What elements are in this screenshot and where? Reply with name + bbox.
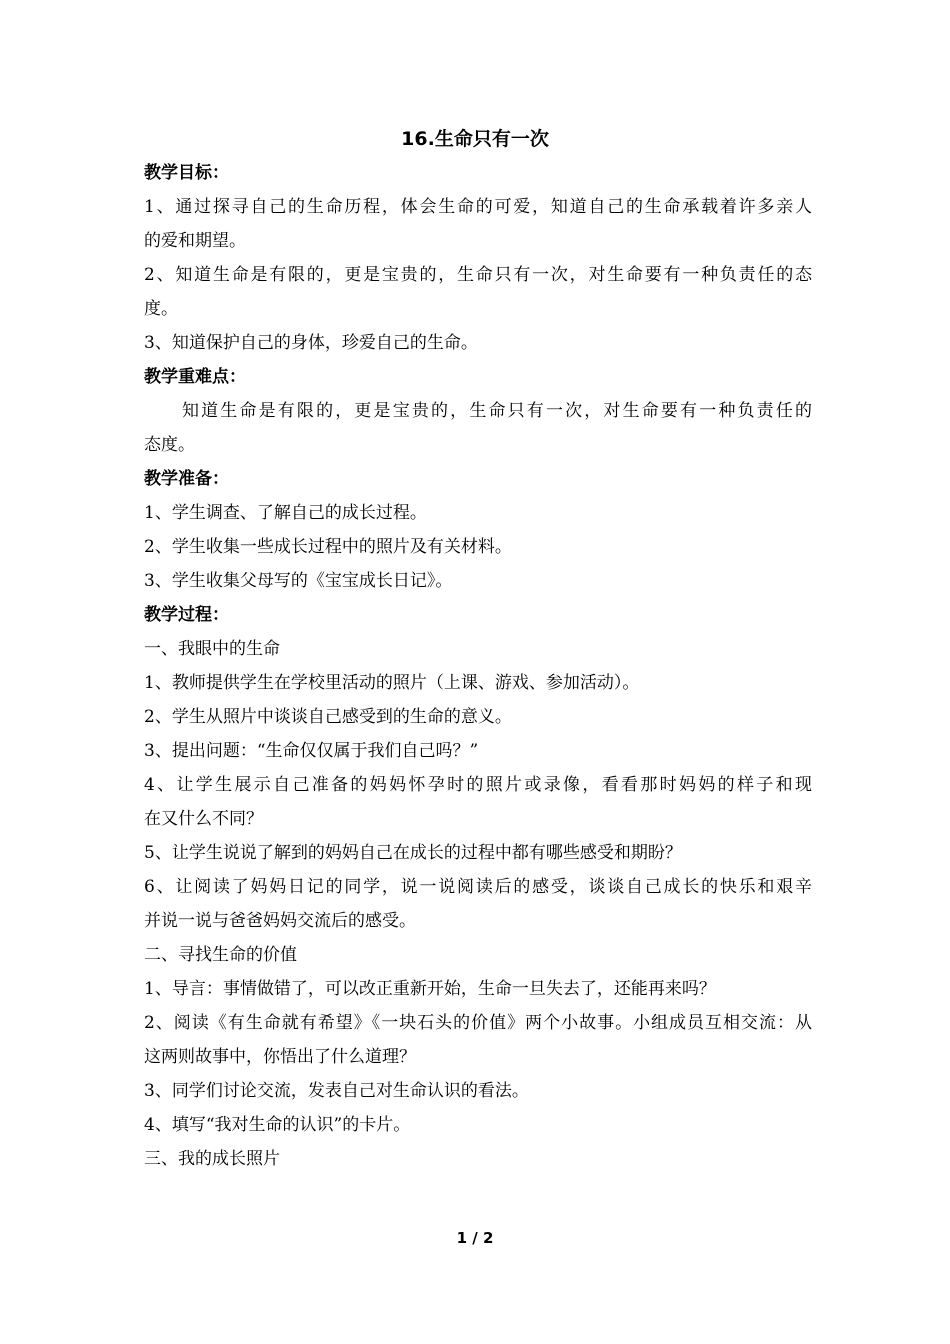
goals-line: 2、知道生命是有限的，更是宝贵的，生命只有一次，对生命要有一种负责任的态 — [144, 265, 812, 285]
process-heading: 教学过程： — [144, 605, 229, 625]
goals-line: 1、通过探寻自己的生命历程，体会生命的可爱，知道自己的生命承载着许多亲人 — [144, 197, 812, 217]
keypoints-line: 态度。 — [144, 435, 195, 455]
prep-line: 2、学生收集一些成长过程中的照片及有关材料。 — [144, 537, 512, 557]
part1-line: 并说一说与爸爸妈妈交流后的感受。 — [144, 911, 416, 931]
part2-line: 这两则故事中，你悟出了什么道理？ — [144, 1047, 416, 1067]
part1-line: 5、让学生说说了解到的妈妈自己在成长的过程中都有哪些感受和期盼？ — [144, 843, 682, 863]
part2-line: 2、阅读《有生命就有希望》《一块石头的价值》两个小故事。小组成员互相交流：从 — [144, 1013, 812, 1033]
goals-line: 3、知道保护自己的身体，珍爱自己的生命。 — [144, 333, 478, 353]
part1-line: 6、让阅读了妈妈日记的同学，说一说阅读后的感受，谈谈自己成长的快乐和艰辛 — [144, 877, 812, 897]
part2-title: 二、寻找生命的价值 — [144, 945, 297, 965]
part1-title: 一、我眼中的生命 — [144, 639, 280, 659]
part3-title: 三、我的成长照片 — [144, 1149, 280, 1169]
keypoints-heading: 教学重难点： — [144, 367, 246, 387]
document-title: 16.生命只有一次 — [401, 128, 549, 150]
part1-line: 4、让学生展示自己准备的妈妈怀孕时的照片或录像，看看那时妈妈的样子和现 — [144, 775, 812, 795]
part2-line: 3、同学们讨论交流，发表自己对生命认识的看法。 — [144, 1081, 529, 1101]
goals-heading: 教学目标： — [144, 163, 229, 183]
document-body — [144, 156, 812, 1176]
part2-line: 4、填写“我对生命的认识”的卡片。 — [144, 1115, 411, 1135]
part1-line: 在又什么不同？ — [144, 809, 263, 829]
part1-line: 1、教师提供学生在学校里活动的照片（上课、游戏、参加活动）。 — [144, 673, 640, 693]
prep-line: 1、学生调查、了解自己的成长过程。 — [144, 503, 427, 523]
part1-line: 2、学生从照片中谈谈自己感受到的生命的意义。 — [144, 707, 512, 727]
keypoints-line: 知道生命是有限的，更是宝贵的，生命只有一次，对生命要有一种负责任的 — [182, 401, 812, 421]
part1-line: 3、提出问题：“生命仅仅属于我们自己吗？” — [144, 741, 479, 761]
page-number: 1 / 2 — [456, 1229, 494, 1247]
prep-line: 3、学生收集父母写的《宝宝成长日记》。 — [144, 571, 453, 591]
goals-line: 度。 — [144, 299, 178, 319]
part2-line: 1、导言：事情做错了，可以改正重新开始，生命一旦失去了，还能再来吗？ — [144, 979, 716, 999]
goals-line: 的爱和期望。 — [144, 231, 246, 251]
prep-heading: 教学准备： — [144, 469, 229, 489]
